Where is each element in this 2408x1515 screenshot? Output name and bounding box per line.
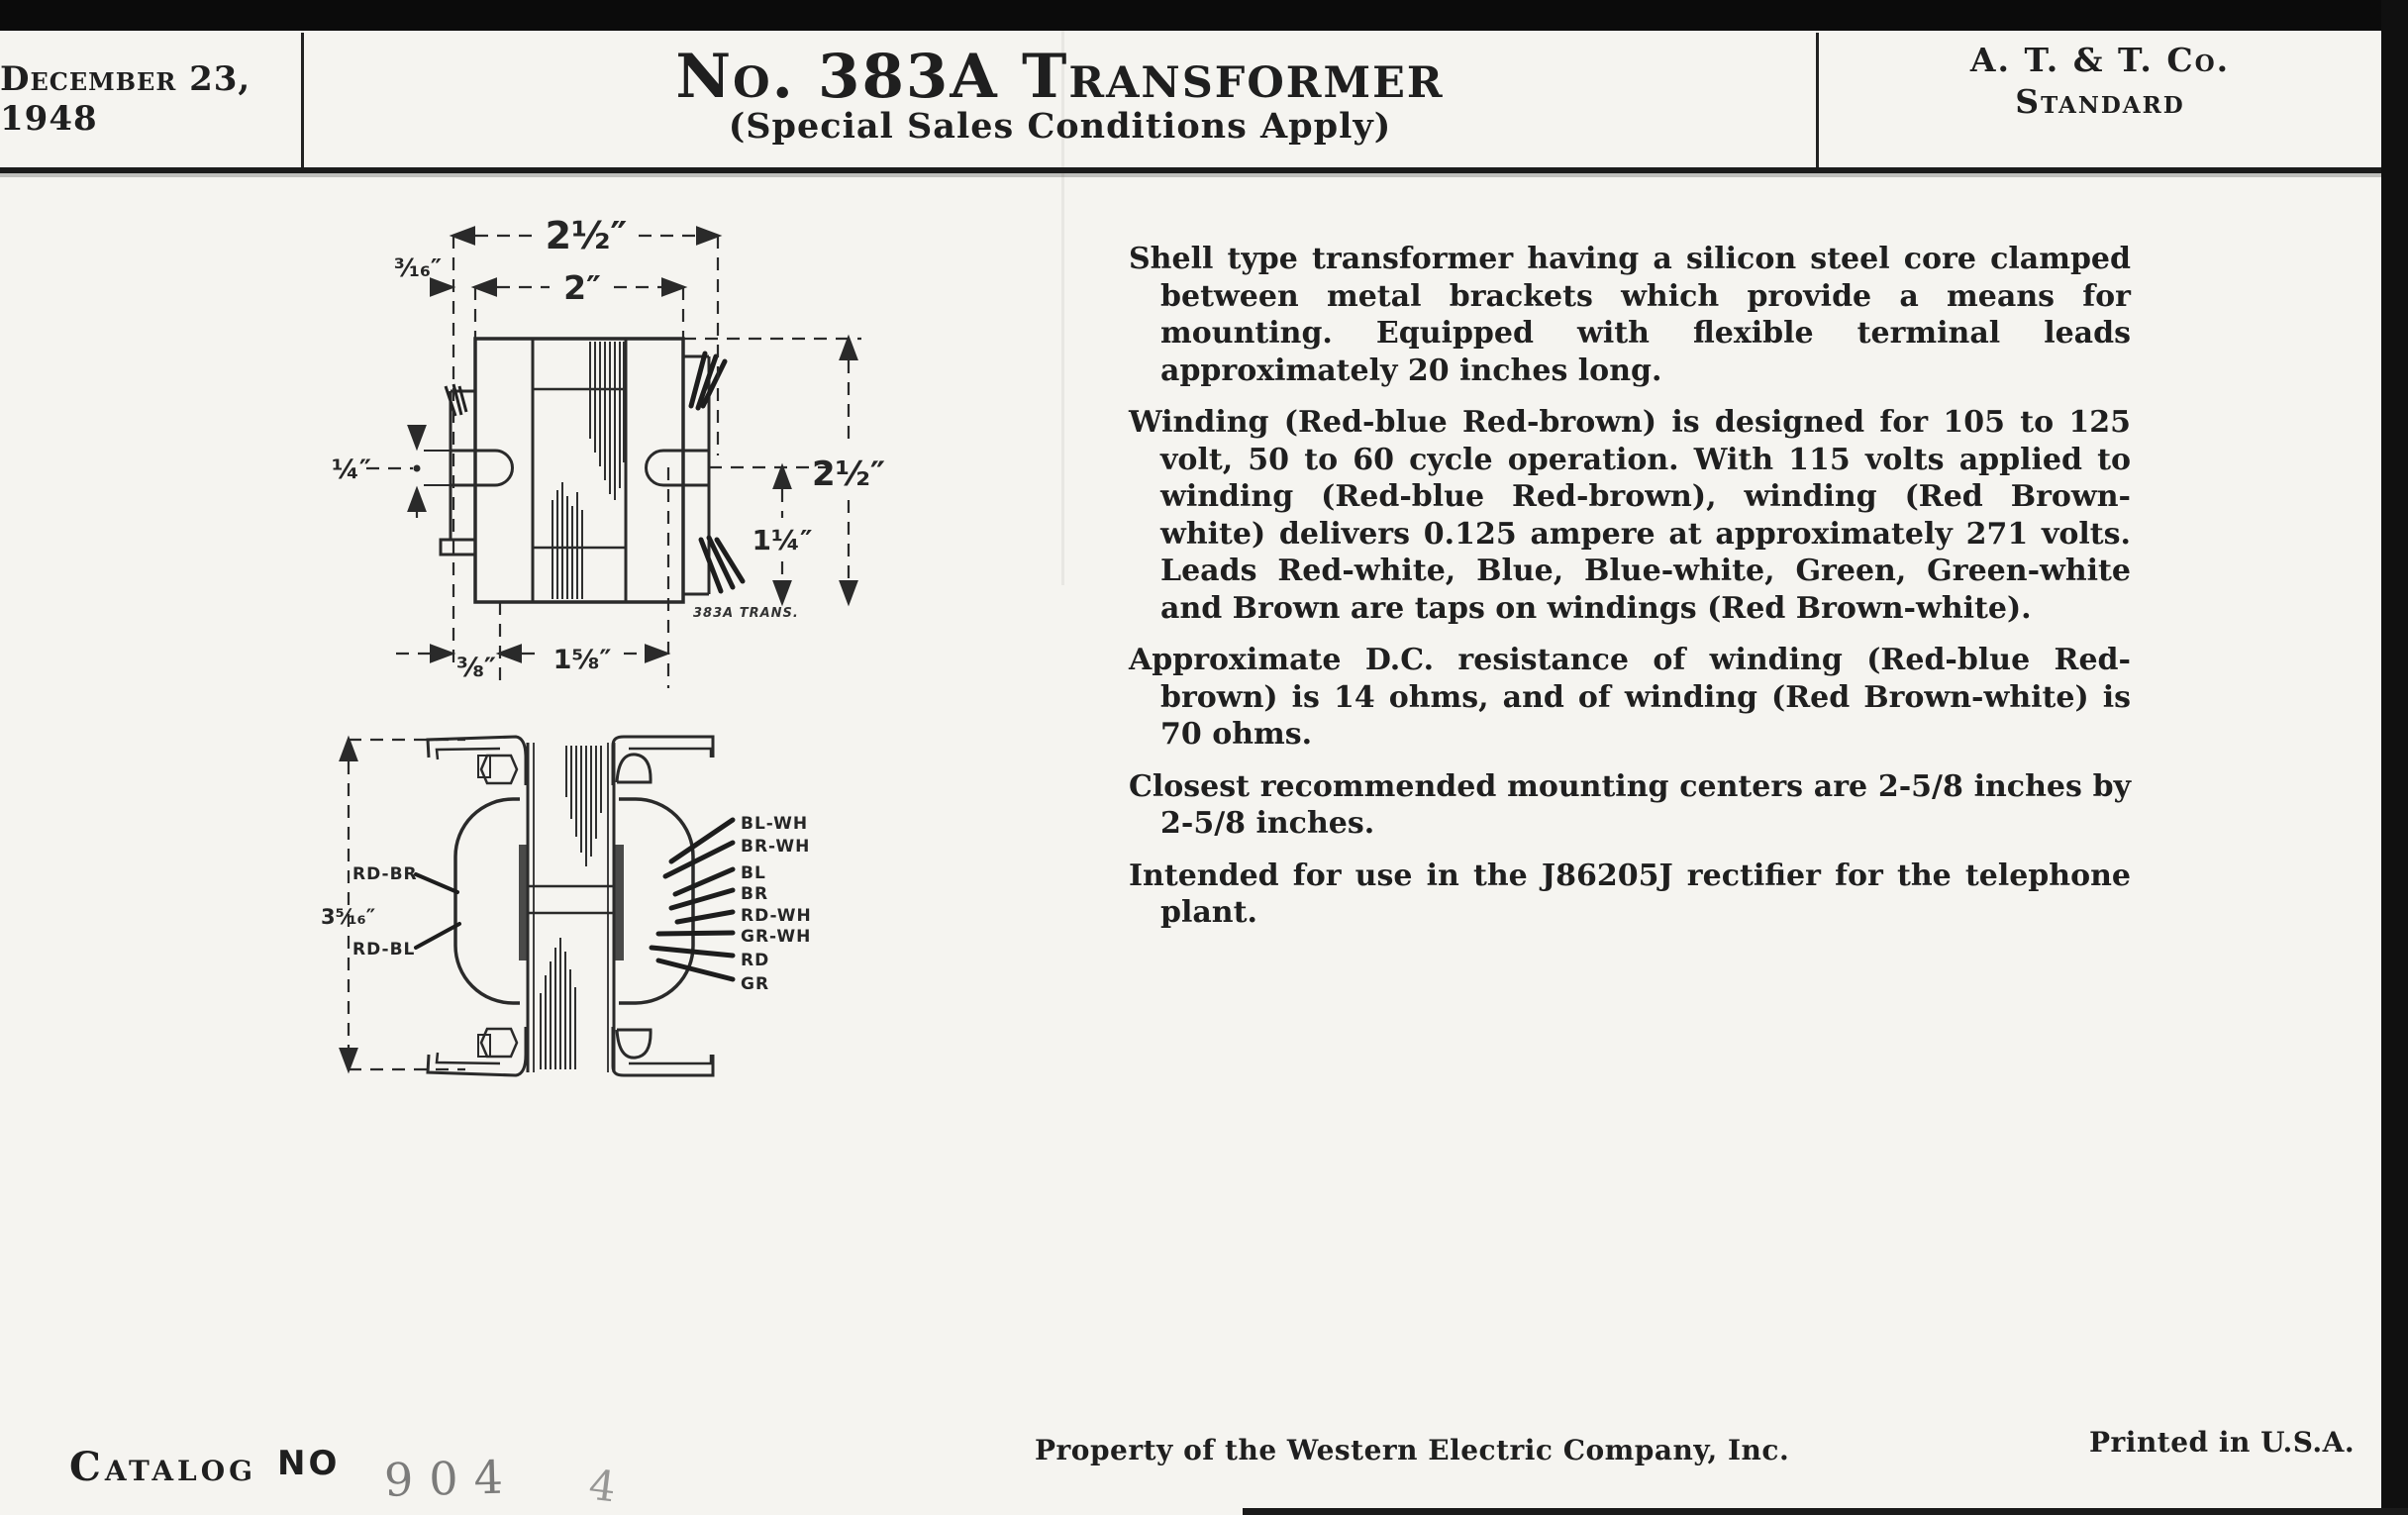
lead-label-bl: BL — [741, 863, 766, 883]
paragraph-intended-use: Intended for use in the J86205J rectifier for the telephone plant. — [1129, 858, 2131, 930]
stray-stamp-mark: 4 — [586, 1460, 619, 1512]
figure-caption: 383A TRANS. — [693, 606, 799, 621]
page-title: No. 383A Transformer — [675, 42, 1445, 112]
slot-center-dot — [414, 465, 421, 472]
lead-label-br-wh: BR-WH — [741, 837, 811, 857]
lead-label-rd-bl: RD-BL — [352, 940, 416, 960]
catalog-no-label: NO — [277, 1444, 341, 1483]
figure-front-view — [317, 728, 871, 1124]
dim-foot: ⅜″ — [455, 653, 497, 683]
dim-center: 1⅝″ — [552, 645, 612, 675]
lead-label-gr: GR — [741, 974, 770, 994]
date-cell — [0, 31, 301, 167]
paragraph-resistance: Approximate D.C. resistance of winding (Red-blue Red-brown) is 14 ohms, and of winding (Red Brown-white) is 70 ohms. — [1129, 643, 2131, 752]
bolt-head-bottom — [481, 1029, 517, 1057]
dim-overall-width: 2½″ — [545, 214, 628, 257]
bolt-head-top — [481, 756, 517, 783]
figure-cross-section — [297, 203, 931, 718]
right-bracket — [647, 354, 744, 594]
right-lead-labels — [741, 814, 812, 994]
lead-label-rd-br: RD-BR — [352, 864, 418, 884]
dim-height: 2½″ — [811, 454, 886, 494]
lead-label-rd-wh: RD-WH — [741, 906, 812, 926]
paragraph-mounting-centers: Closest recommended mounting centers are 2-5/8 inches by 2-5/8 inches. — [1129, 768, 2131, 841]
standard-label: Standard — [2015, 82, 2185, 121]
header — [0, 31, 2381, 170]
page-subtitle: (Special Sales Conditions Apply) — [728, 106, 1392, 147]
title-cell — [304, 31, 1816, 167]
issue-date: December 23, 1948 — [0, 59, 251, 139]
standard-company: A. T. & T. Co. — [1969, 41, 2231, 79]
dim-front-height: 3⁵⁄₁₆″ — [321, 905, 376, 929]
core-hatching — [552, 342, 624, 599]
clamp-dome-top — [617, 755, 651, 782]
core-outline — [475, 339, 683, 602]
paragraph-winding: Winding (Red-blue Red-brown) is designed for 105 to 125 volt, 50 to 60 cycle operation. With 115 volts applied to winding (Red-blue Red-brown), winding (Red Brown-white) delivers 0.125 ampere at approximately 271 volts. Leads Red-white, Blue, Blue-white, Green, Green-white and Brown are taps on windings (Red Brown-white). — [1129, 405, 2131, 626]
catalog-number-stamp: 904 — [383, 1450, 520, 1507]
lead-label-gr-wh: GR-WH — [741, 927, 812, 947]
dim-lower-height: 1¼″ — [752, 524, 813, 556]
lead-label-br: BR — [741, 884, 769, 904]
dim-bracket-offset: ³⁄₁₆″ — [393, 253, 443, 282]
clamp-dome-bottom — [617, 1030, 651, 1058]
standard-cell — [1819, 31, 2381, 167]
lead-label-bl-wh: BL-WH — [741, 814, 809, 834]
catalog-label: Catalog — [69, 1444, 257, 1490]
scan-artifact-right-band — [2381, 0, 2408, 1515]
scan-artifact-top-band — [0, 0, 2408, 31]
dim-core-width: 2″ — [563, 268, 601, 307]
paragraph-shell-type: Shell type transformer having a silicon steel core clamped between metal brackets which provide a means for mounting. Equipped with flexible terminal leads approximately 20 inches long. — [1129, 242, 2131, 388]
scan-artifact-bottom-band — [1243, 1508, 2408, 1515]
header-rule — [0, 167, 2381, 173]
property-notice: Property of the Western Electric Company, Inc. — [1035, 1434, 1790, 1466]
description-column — [1129, 241, 2131, 947]
lead-label-rd: RD — [741, 951, 770, 970]
dim-slot: ¼″ — [331, 454, 372, 485]
printed-notice: Printed in U.S.A. — [2089, 1426, 2356, 1459]
